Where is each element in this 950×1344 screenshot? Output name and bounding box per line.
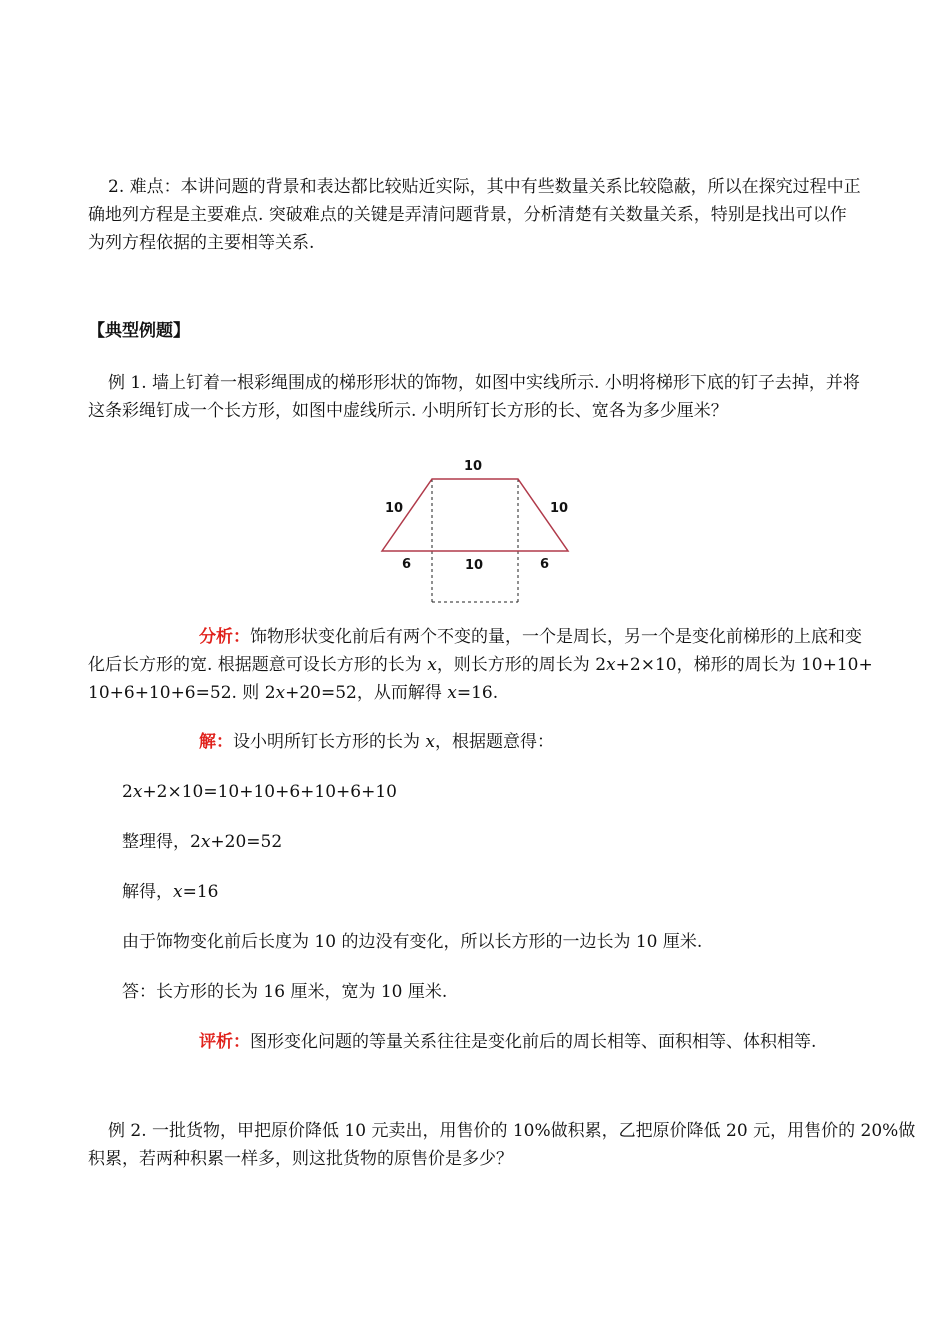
step2-var: x: [200, 832, 211, 852]
example1-line-2: 这条彩绳钉成一个长方形，如图中虚线所示. 小明所钉长方形的长、宽各为多少厘米？: [88, 401, 728, 421]
solution-intro-b: ，根据题意得：: [435, 732, 554, 752]
solution-step-3: [122, 882, 218, 902]
step2-b: +20=52: [210, 832, 283, 852]
example1-line-1: 例 1. 墙上钉着一根彩绳围成的梯形形状的饰物，如图中实线所示. 小明将梯形下底的钉子去掉，并将: [108, 373, 860, 393]
label-bottom-left: 6: [402, 557, 412, 572]
trapezoid-figure: [360, 452, 600, 612]
analysis-line-2: [88, 655, 873, 675]
label-bottom-mid: 10: [465, 558, 484, 573]
analysis-var: x: [606, 655, 616, 675]
comment-line: [199, 1032, 816, 1052]
solution-intro-a: 设小明所钉长方形的长为: [233, 732, 426, 752]
analysis-text-1: 饰物形状变化前后有两个不变的量，一个是周长，另一个是变化前梯形的上底和变: [250, 627, 862, 647]
dashed-rectangle: [432, 479, 518, 602]
solution-answer: 答：长方形的长为 16 厘米，宽为 10 厘米.: [122, 982, 448, 1002]
eq1-a: 2: [122, 782, 133, 802]
analysis-text-2c: +2×10，梯形的周长为 10+10+: [615, 655, 873, 675]
trapezoid-outline: [382, 479, 568, 551]
step3-b: =16: [182, 882, 219, 902]
comment-text: 图形变化问题的等量关系往往是变化前后的周长相等、面积相等、体积相等.: [250, 1032, 817, 1052]
step3-var: x: [173, 882, 183, 902]
step2-a: 整理得，2: [122, 832, 201, 852]
solution-label: 解：: [199, 732, 233, 752]
label-top: 10: [464, 459, 483, 474]
analysis-text-3b: +20=52，从而解得: [285, 683, 448, 703]
analysis-var: x: [275, 683, 286, 703]
analysis-text-3a: 10+6+10+6=52. 则 2: [88, 683, 276, 703]
analysis-text-2a: 化后长方形的宽. 根据题意可设长方形的长为: [88, 655, 428, 675]
solution-intro: [199, 732, 554, 752]
solution-note: 由于饰物变化前后长度为 10 的边没有变化，所以长方形的一边长为 10 厘米.: [122, 932, 703, 952]
analysis-line-1: [199, 627, 862, 647]
analysis-label: 分析：: [199, 627, 250, 647]
analysis-var: x: [447, 683, 457, 703]
example2-line-1: 例 2. 一批货物，甲把原价降低 10 元卖出，用售价的 10%做积累，乙把原价降低 20 元，用售价的 20%做: [108, 1121, 916, 1141]
section-title: 【典型例题】: [88, 321, 190, 341]
analysis-var: x: [427, 655, 437, 675]
eq1-var: x: [132, 782, 143, 802]
solution-var: x: [425, 732, 435, 752]
label-right: 10: [550, 501, 569, 516]
analysis-text-3c: =16.: [456, 683, 499, 703]
eq1-b: +2×10=10+10+6+10+6+10: [142, 782, 397, 802]
label-bottom-right: 6: [540, 557, 550, 572]
step3-a: 解得，: [122, 882, 173, 902]
difficulty-line-2: 确地列方程是主要难点. 突破难点的关键是弄清问题背景，分析清楚有关数量关系，特别是找出可以作: [88, 205, 847, 225]
analysis-text-2b: ，则长方形的周长为 2: [436, 655, 607, 675]
analysis-line-3: [88, 683, 498, 703]
example2-line-2: 积累，若两种积累一样多，则这批货物的原售价是多少？: [88, 1149, 513, 1169]
solution-step-2: [122, 832, 282, 852]
solution-equation: [122, 782, 397, 802]
comment-label: 评析：: [199, 1032, 250, 1052]
label-left: 10: [385, 501, 404, 516]
difficulty-line-3: 为列方程依据的主要相等关系.: [88, 233, 315, 253]
difficulty-line-1: 2. 难点：本讲问题的背景和表达都比较贴近实际，其中有些数量关系比较隐蔽，所以在探究过程中正: [108, 177, 861, 197]
